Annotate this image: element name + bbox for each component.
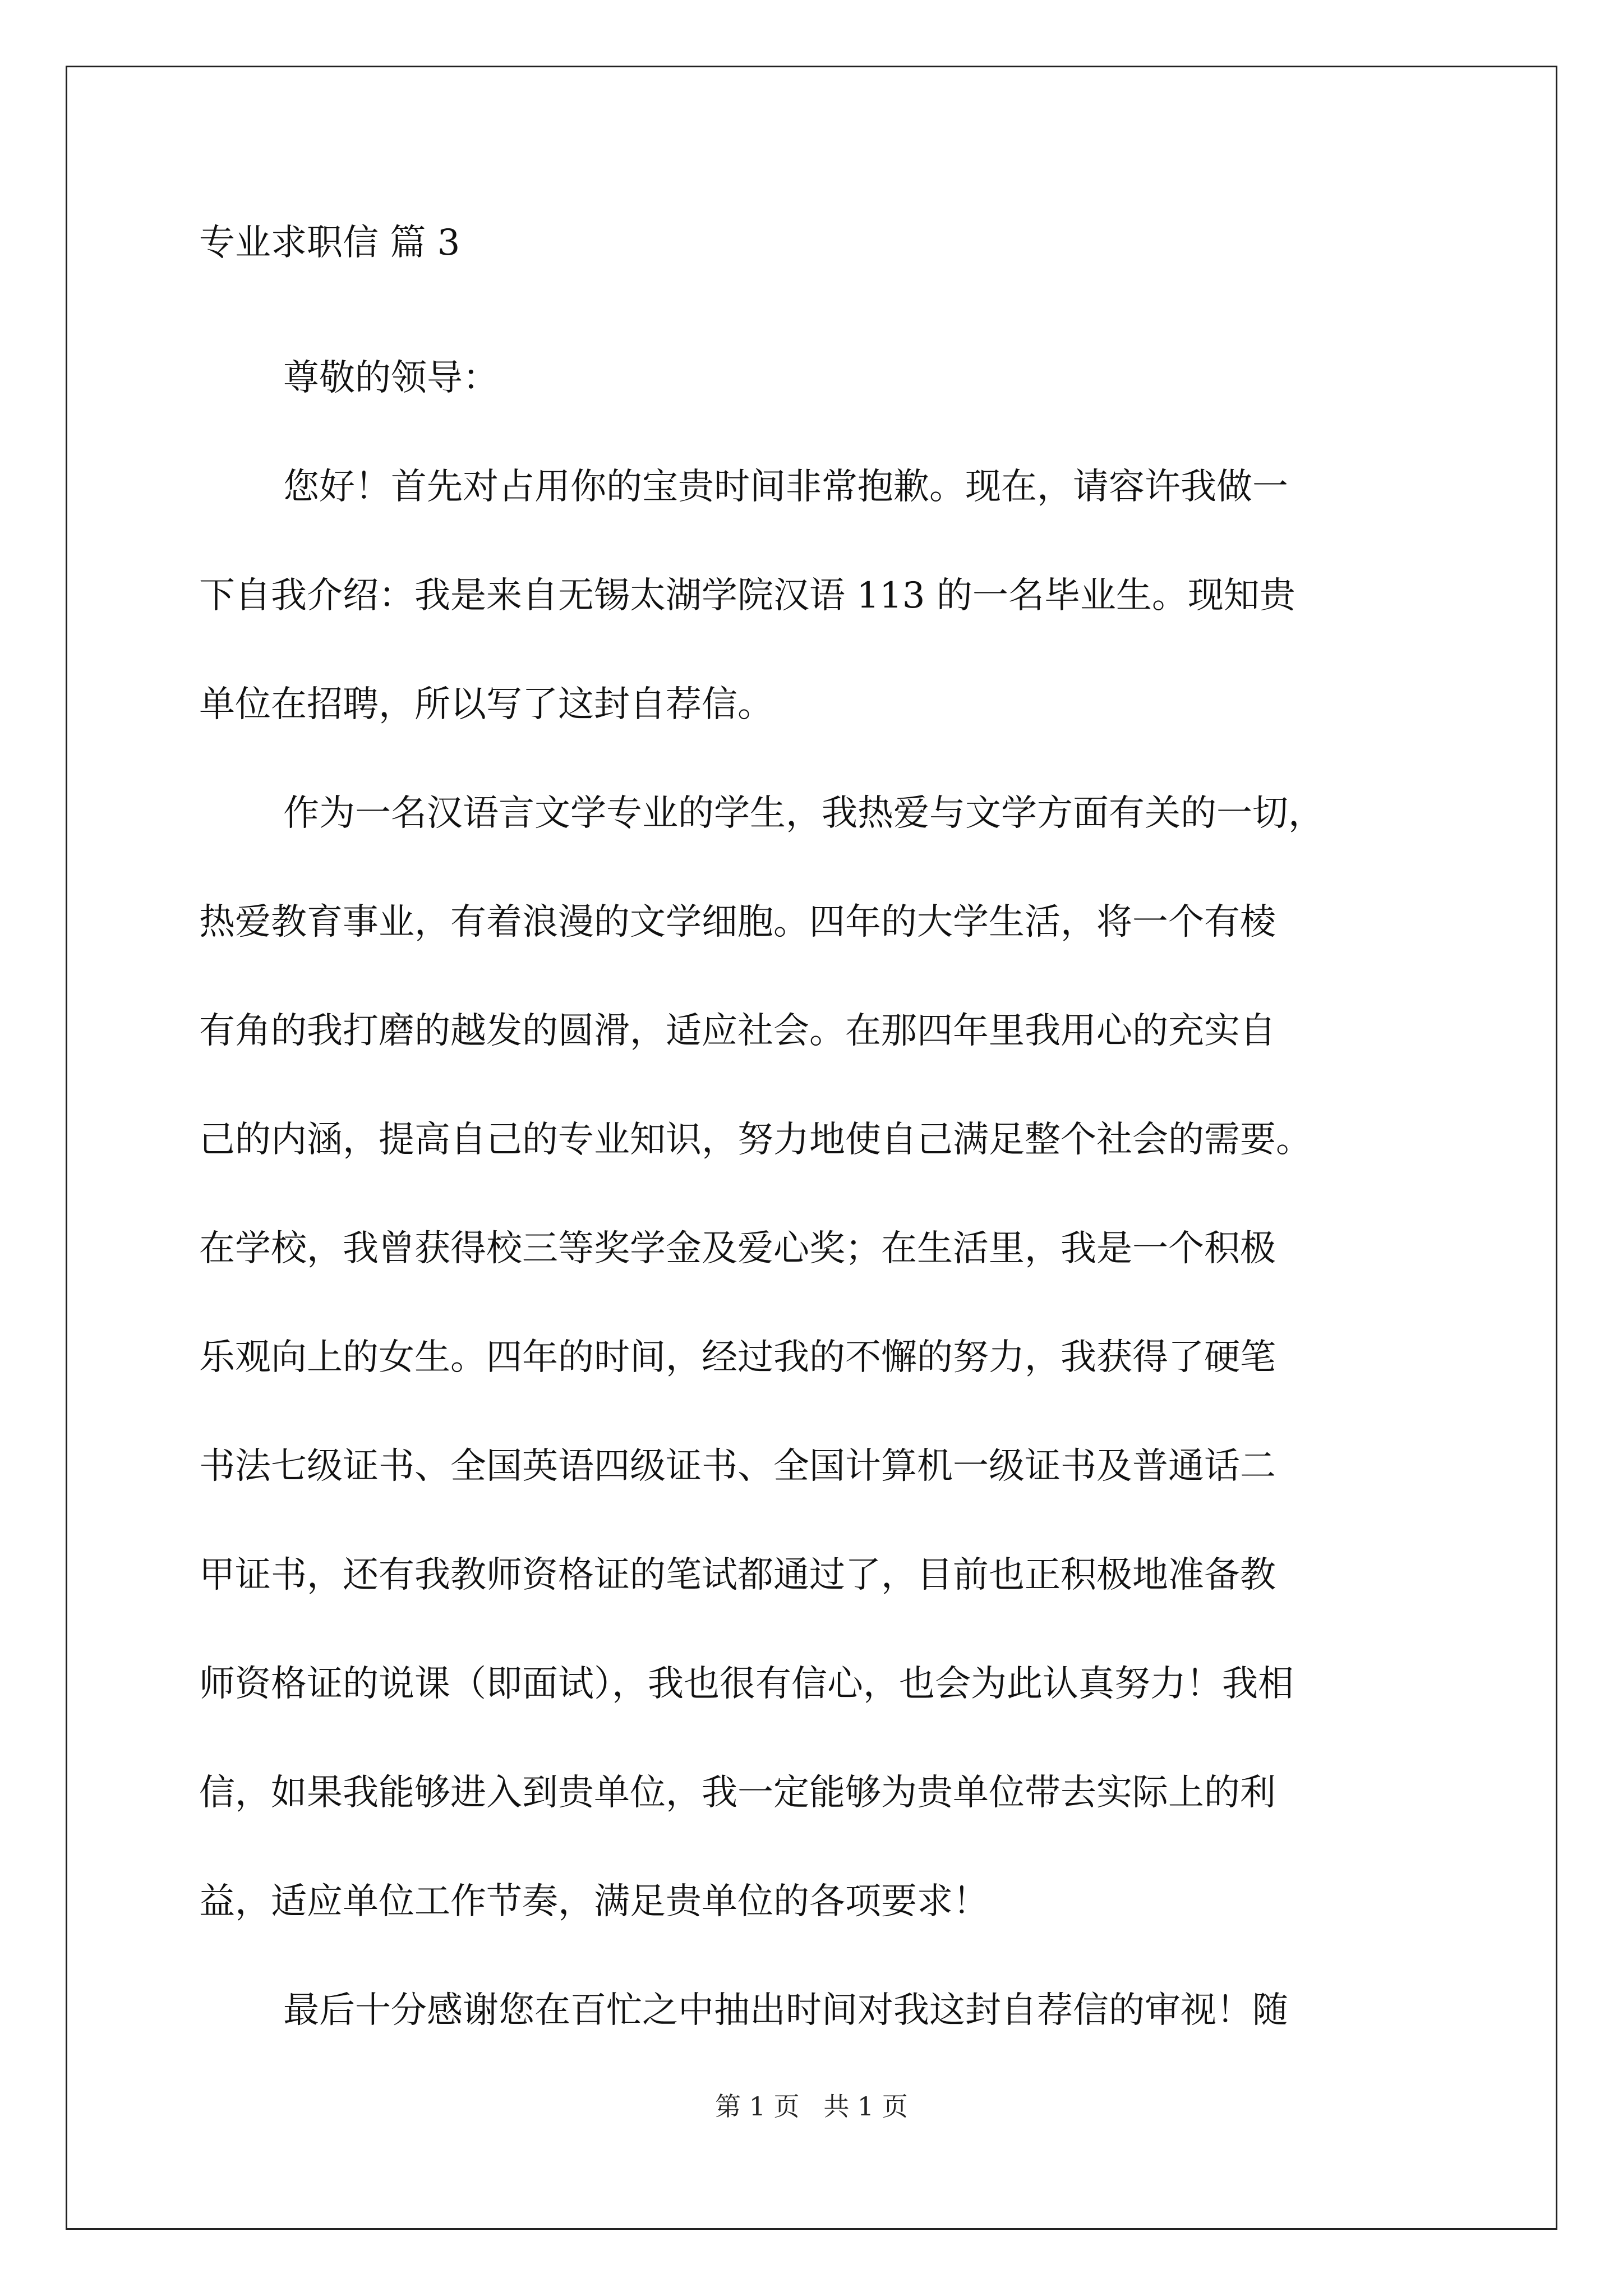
paragraph-line: 下自我介绍：我是来自无锡太湖学院汉语 113 的一名毕业生。现知贵 (199, 575, 1295, 616)
paragraph-line: 热爱教育事业，有着浪漫的文学细胞。四年的大学生活，将一个有棱 (199, 901, 1276, 943)
page-number-total: 共 1 页 (823, 2091, 908, 2122)
paragraph-background (199, 759, 1427, 1956)
paragraph-line: 最后十分感谢您在百忙之中抽出时间对我这封自荐信的审视！随 (283, 1990, 1288, 2031)
paragraph-line: 乐观向上的女生。四年的时间，经过我的不懈的努力，我获得了硬笔 (199, 1337, 1276, 1378)
paragraph-line: 有角的我打磨的越发的圆滑，适应社会。在那四年里我用心的充实自 (199, 1010, 1276, 1052)
paragraph-line: 在学校，我曾获得校三等奖学金及爱心奖；在生活里，我是一个积极 (199, 1228, 1276, 1269)
paragraph-line: 益，适应单位工作节奏，满足贵单位的各项要求！ (199, 1881, 989, 1922)
paragraph-line: 书法七级证书、全国英语四级证书、全国计算机一级证书及普通话二 (199, 1446, 1276, 1487)
paragraph-line: 您好！首先对占用你的宝贵时间非常抱歉。现在，请容许我做一 (283, 466, 1288, 508)
letter-body (199, 216, 1427, 2065)
paragraph-line: 信，如果我能够进入到贵单位，我一定能够为贵单位带去实际上的利 (199, 1772, 1276, 1814)
letter-heading: 专业求职信 篇 3 (199, 222, 460, 264)
salutation (199, 324, 1427, 432)
page-footer (0, 2090, 1623, 2123)
paragraph-intro (199, 432, 1427, 759)
paragraph-line: 己的内涵，提高自己的专业知识，努力地使自己满足整个社会的需要。 (199, 1119, 1312, 1161)
paragraph-closing (199, 1956, 1427, 2065)
paragraph-line: 师资格证的说课（即面试），我也很有信心，也会为此认真努力！我相 (199, 1663, 1294, 1705)
salutation-line: 尊敬的领导： (283, 357, 499, 399)
paragraph-line: 单位在招聘，所以写了这封自荐信。 (199, 684, 773, 725)
paragraph-line: 甲证书，还有我教师资格证的笔试都通过了，目前也正积极地准备教 (199, 1554, 1276, 1596)
paragraph-line: 作为一名汉语言文学专业的学生，我热爱与文学方面有关的一切， (283, 793, 1324, 834)
page-number-current: 第 1 页 (715, 2091, 800, 2122)
